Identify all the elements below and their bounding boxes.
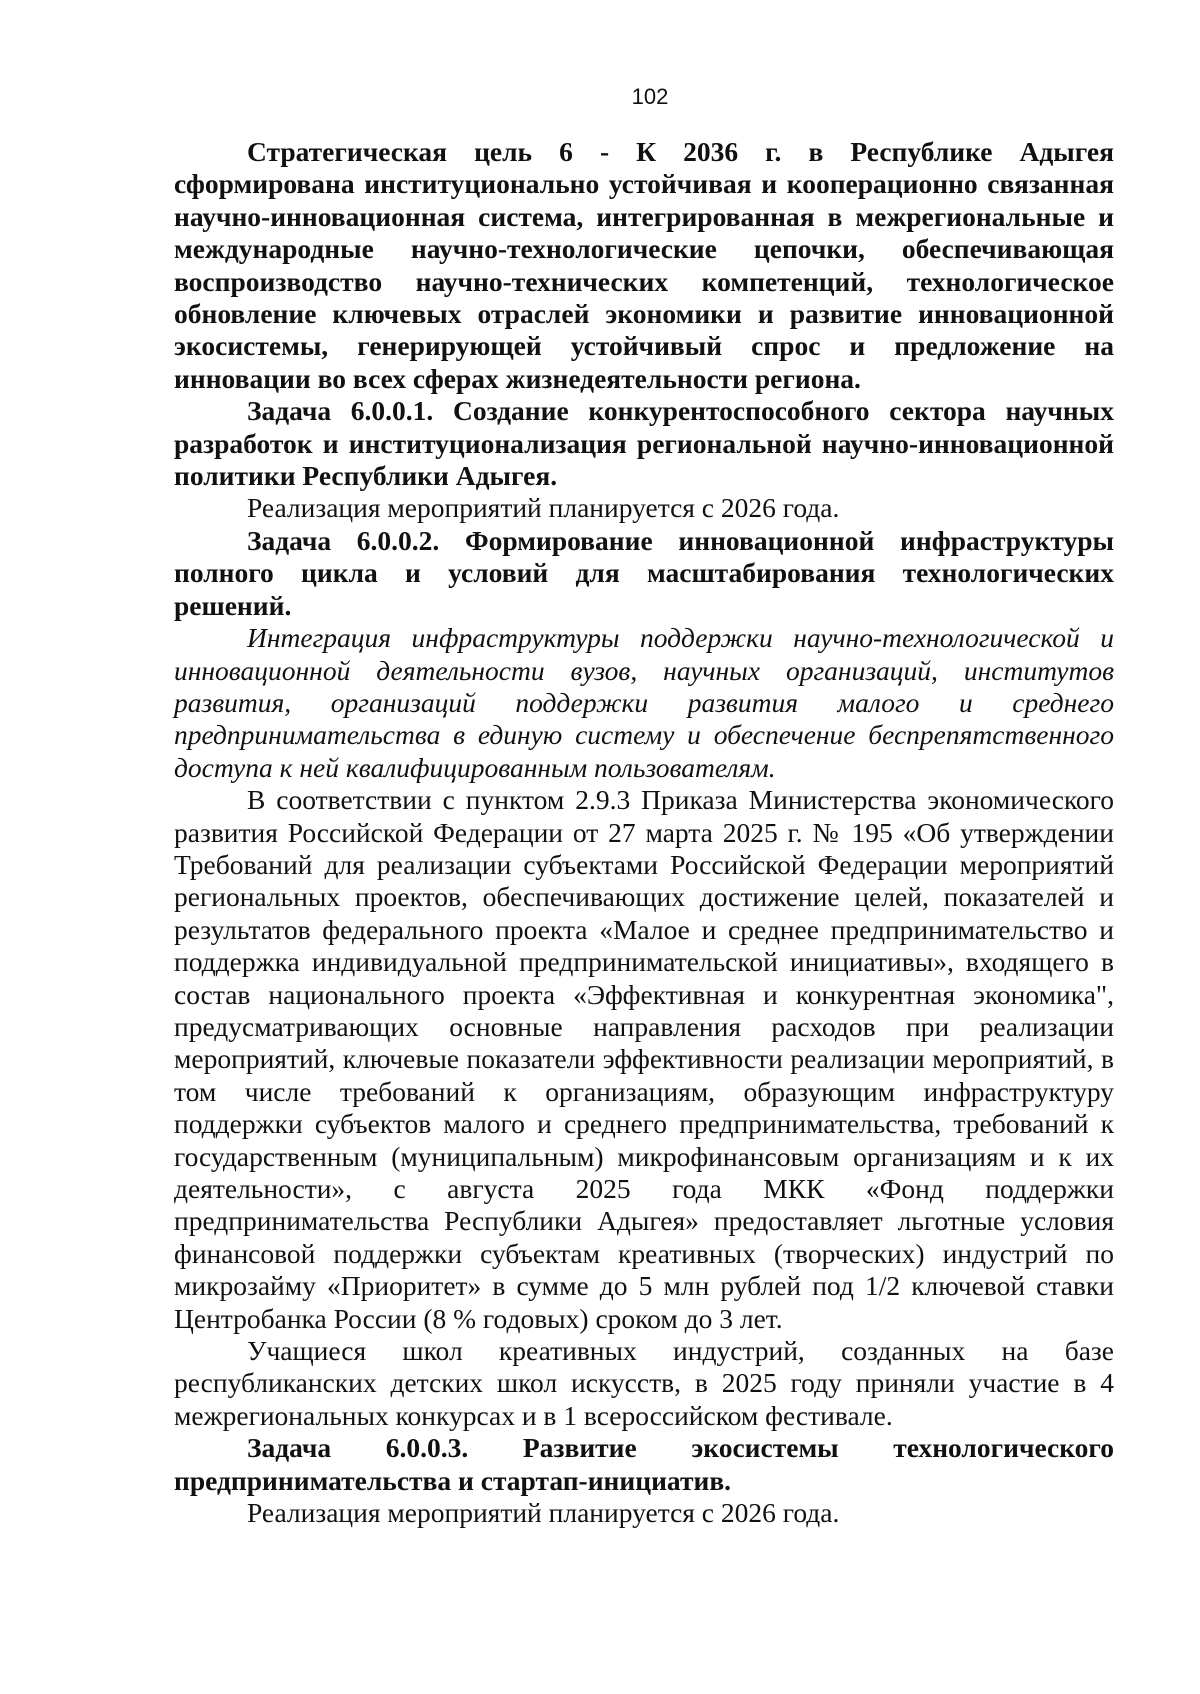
strategic-goal-paragraph: Стратегическая цель 6 - К 2036 г. в Республике Адыгея сформирована институционально устойчивая и кооперационно связанная научно-инновационная система, интегрированная в межрегиональные и международные научно-технологические цепочки, обеспечивающая воспроизводство научно-технических компетенций, технологическое обновление ключевых отраслей экономики и развитие инновационной экосистемы, генерирующей устойчивый спрос и предложение на инновации во всех сферах жизнедеятельности региона. — [174, 136, 1114, 394]
task-6-0-0-2-heading: Задача 6.0.0.2. Формирование инновационной инфраструктуры полного цикла и условий для масштабирования технологических решений. — [174, 524, 1114, 621]
task-6-0-0-3-heading: Задача 6.0.0.3. Развитие экосистемы технологического предпринимательства и стартап-инициатив. — [174, 1432, 1114, 1496]
ministry-order-paragraph: В соответствии с пунктом 2.9.3 Приказа Министерства экономического развития Российской Федерации от 27 марта 2025 г. № 195 «Об утверждении Требований для реализации субъектами Российской Федерации мероприятий региональных проектов, обеспечивающих достижение целей, показателей и результатов федерального проекта «Малое и среднее предпринимательство и поддержка индивидуальной предпринимательской инициативы», входящего в состав национального проекта «Эффективная и конкурентная экономика", предусматривающих основные направления расходов при реализации мероприятий, ключевые показатели эффективности реализации мероприятий, в том числе требований к организациям, образующим инфраструктуру поддержки субъектов малого и среднего предпринимательства, требований к государственным (муниципальным) микрофинансовым организациям и к их деятельности», с августа 2025 года МКК «Фонд поддержки предпринимательства Республики Адыгея» предоставляет льготные условия финансовой поддержки субъектам креативных (творческих) индустрий по микрозайму «Приоритет» в сумме до 5 млн рублей под 1/2 ключевой ставки Центробанка России (8 % годовых) сроком до 3 лет. — [174, 784, 1114, 1334]
task-6-0-0-3-implementation-note: Реализация мероприятий планируется с 2026 года. — [247, 1497, 840, 1529]
page-number: 102 — [631, 84, 669, 109]
creative-schools-paragraph: Учащиеся школ креативных индустрий, созданных на базе республиканских детских школ искусств, в 2025 году приняли участие в 4 межрегиональных конкурсах и в 1 всероссийском фестивале. — [174, 1335, 1114, 1431]
task-6-0-0-1-heading: Задача 6.0.0.1. Создание конкурентоспособного сектора научных разработок и институционализация региональной научно-инновационной политики Республики Адыгея. — [174, 395, 1114, 492]
task-6-0-0-1-implementation-note: Реализация мероприятий планируется с 2026 года. — [247, 492, 840, 524]
infrastructure-integration-paragraph: Интеграция инфраструктуры поддержки научно-технологической и инновационной деятельности вузов, научных организаций, институтов развития, организаций поддержки развития малого и среднего предпринимательства в единую систему и обеспечение беспрепятственного доступа к ней квалифицированным пользователям. — [174, 622, 1114, 783]
document-body — [174, 136, 1114, 1529]
